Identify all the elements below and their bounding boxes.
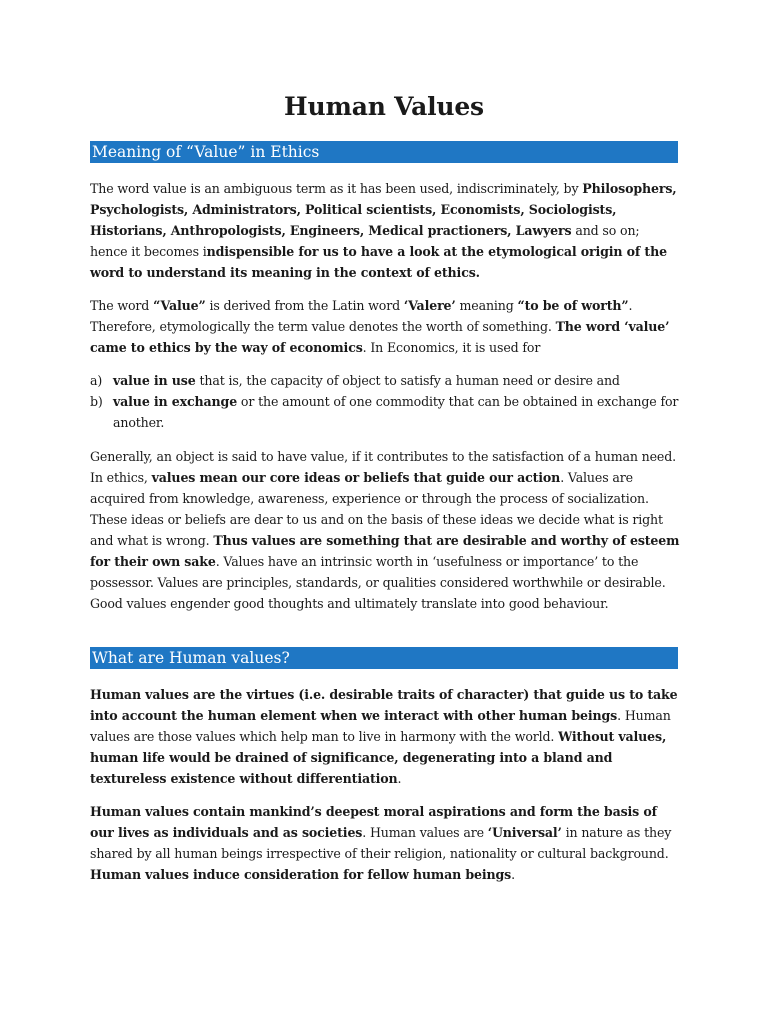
text-run: . Values are acquired from knowledge, awareness, experience or through the process of socialization. These ideas or beliefs are dear to us and on the basis of these ideas we decide what is right and what is wrong. [90,470,663,548]
list-item-text: that is, the capacity of object to satisfy a human need or desire and [195,373,620,388]
paragraph-etymology-intro [90,178,680,283]
list-marker: a) [90,373,103,388]
bold-text-run: Thus values are something that are desirable and worthy of esteem for their own sake [90,533,680,569]
bold-text-run: “to be of worth” [517,298,629,313]
section-heading-meaning-of-value: Meaning of “Value” in Ethics [90,141,678,163]
bold-text-run: Human values contain mankind’s deepest moral aspirations and form the basis of our lives as individuals and as societies [90,804,657,840]
list-item-term: value in use [113,373,196,388]
bold-text-run: values mean our core ideas or beliefs that guide our action [151,470,561,485]
paragraph-latin-origin [90,295,680,358]
text-run: . [397,771,402,786]
text-run: in nature as they shared by all human beings irrespective of their religion, nationality or cultural background. [90,825,672,861]
text-run: . Therefore, etymologically the term value denotes the worth of something. [90,298,633,334]
bold-text-run: Philosophers, Psychologists, Administrators, Political scientists, Economists, Sociologists, Historians, Anthropologists, Engineers, Medical practioners, Lawyers [90,181,677,238]
bold-text-run: ndispensible for us to have a look at the etymological origin of the word to understand its meaning in the context of ethics. [90,244,667,280]
text-run: . Values have an intrinsic worth in ‘usefulness or importance’ to the possessor. Values are principles, standards, or qualities considered worthwhile or desirable. Good values engender good thoughts and ultimately translate into good behaviour. [90,554,666,611]
text-run: is derived from the Latin word [205,298,404,313]
text-run: . Human values are [362,825,488,840]
list-item-text: or the amount of one commodity that can be obtained in exchange for another. [113,394,679,430]
bold-text-run: “Value” [153,298,206,313]
bold-text-run: ‘Valere’ [403,298,456,313]
list-item-term: value in exchange [113,394,238,409]
section-heading-human-values: What are Human values? [90,647,678,669]
paragraph-human-values-virtues [90,684,680,789]
text-run: The word [90,298,154,313]
bold-text-run: Without values, human life would be drained of significance, degenerating into a bland and textureless existence without differentiation [90,729,667,786]
text-run: . Human values are those values which help man to live in harmony with the world. [90,708,671,744]
bold-text-run: The word ‘value’ came to ethics by the way of economics [90,319,670,355]
text-run: The word value is an ambiguous term as it has been used, indiscriminately, by [90,181,583,196]
paragraph-values-definition [90,446,680,614]
bold-text-run: Human values induce consideration for fellow human beings [90,867,512,882]
bold-text-run: ‘Universal’ [487,825,562,840]
text-run: and so on; hence it becomes i [90,223,640,259]
list-marker: b) [90,394,103,409]
text-run: . [511,867,515,882]
document-title: Human Values [284,92,484,121]
list-item [90,391,680,433]
text-run: . In Economics, it is used for [362,340,541,355]
value-types-list [90,370,680,433]
bold-text-run: Human values are the virtues (i.e. desirable traits of character) that guide us to take into account the human element when we interact with other human beings [90,687,678,723]
text-run: meaning [455,298,518,313]
text-run: Generally, an object is said to have value, if it contributes to the satisfaction of a human need. In ethics, [90,449,676,485]
paragraph-human-values-universal [90,801,680,885]
list-item [90,370,680,391]
